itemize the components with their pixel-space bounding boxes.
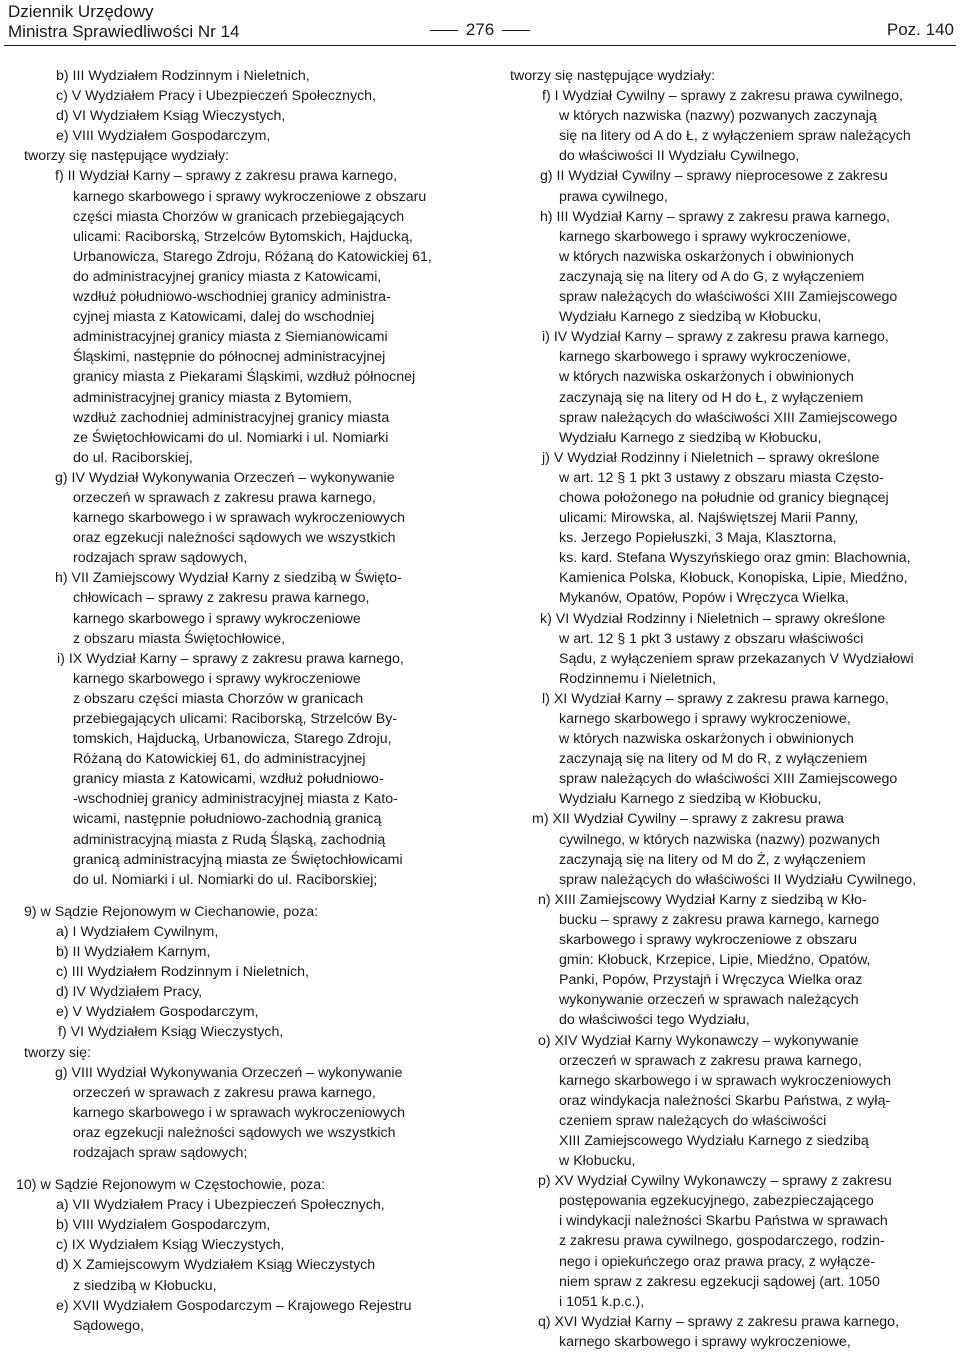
- text-line: q) XVI Wydział Karny – sprawy z zakresu prawa karnego,: [538, 1313, 900, 1330]
- page-header: [0, 0, 960, 44]
- text-line: chłowicach – sprawy z zakresu prawa karnego,: [73, 590, 370, 607]
- paragraph-gap: [0, 1163, 478, 1175]
- text-line: do administracyjnej granicy miasta z Katowicami,: [73, 268, 382, 285]
- page-number: 276: [465, 20, 495, 39]
- text-line: z obszaru miasta Świętochłowice,: [73, 630, 286, 647]
- page-number-block: [0, 20, 960, 40]
- text-line: Wydziału Karnego z siedzibą w Kłobucku,: [559, 309, 822, 326]
- text-line: karnego skarbowego i sprawy wykroczeniowe,: [559, 1333, 851, 1350]
- text-line: Kamienica Polska, Kłobuck, Konopiska, Lipie, Miedźno,: [559, 570, 908, 587]
- text-line: rodzajach spraw sądowych;: [73, 1144, 248, 1161]
- text-line: Sądu, z wyłączeniem spraw przekazanych V Wydziałowi: [559, 650, 914, 667]
- text-line: tworzy się następujące wydziały:: [510, 68, 716, 84]
- text-line: wykonywanie orzeczeń w sprawach należących: [559, 992, 859, 1009]
- text-line: c) IX Wydziałem Ksiąg Wieczystych,: [56, 1237, 285, 1254]
- text-line: wicami, następnie południowo-zachodnią granicą: [73, 811, 382, 828]
- text-line: Urbanowicza, Starego Zdroju, Różaną do Katowickiej 61,: [73, 248, 432, 265]
- text-line: karnego skarbowego i sprawy wykroczeniowe: [73, 610, 361, 627]
- text-line: przebiegających ulicami: Raciborską, Strzelców By-: [73, 711, 398, 727]
- text-line: bucku – sprawy z zakresu prawa karnego, karnego: [559, 911, 880, 928]
- text-line: skarbowego i sprawy wykroczeniowe z obszaru: [559, 932, 858, 949]
- text-line: orzeczeń w sprawach z zakresu prawa karnego,: [559, 1052, 862, 1069]
- text-line: zaczynają się na litery od M do R, z wyłączeniem: [559, 751, 868, 768]
- text-line: do ul. Nomiarki i ul. Nomiarki do ul. Raciborskiej;: [73, 871, 378, 888]
- text-line: f) II Wydział Karny – sprawy z zakresu prawa karnego,: [55, 168, 398, 185]
- text-line: h) III Wydział Karny – sprawy z zakresu prawa karnego,: [540, 208, 890, 225]
- text-line: ulicami: Mirowska, al. Najświętszej Marii Panny,: [559, 510, 859, 527]
- text-line: cywilnego, w których nazwiska (nazwy) pozwanych: [559, 831, 880, 848]
- text-line: ze Świętochłowicami do ul. Nomiarki i ul. Nomiarki: [73, 429, 389, 446]
- text-line: XIII Zamiejscowego Wydziału Karnego z siedzibą: [559, 1132, 869, 1149]
- text-line: d) IV Wydziałem Pracy,: [56, 984, 203, 1001]
- text-line: administracyjną miasta z Rudą Śląską, zachodnią: [73, 831, 386, 848]
- text-line: ks. Jerzego Popiełuszki, 3 Maja, Klasztorna,: [559, 530, 837, 547]
- text-line: i windykacji należności Skarbu Państwa w sprawach: [559, 1213, 888, 1230]
- text-line: Mykanów, Opatów, Popów i Wręczyca Wielka,: [559, 590, 849, 607]
- text-line: o) XIV Wydział Karny Wykonawczy – wykonywanie: [538, 1032, 859, 1049]
- right-column: [492, 66, 958, 1352]
- text-line: Wydziału Karnego z siedzibą w Kłobucku,: [559, 429, 822, 446]
- text-line: Rodzinnemu i Nieletnich,: [559, 670, 716, 687]
- text-line: zaczynają się na litery od H do Ł, z wyłączeniem: [559, 389, 864, 406]
- text-line: spraw należących do właściwości XIII Zamiejscowego: [559, 409, 898, 426]
- text-line: spraw należących do właściwości II Wydziału Cywilnego,: [559, 871, 917, 888]
- text-line: tworzy się:: [24, 1044, 92, 1061]
- header-rule: [4, 45, 956, 46]
- text-line: b) VIII Wydziałem Gospodarczym,: [56, 1217, 271, 1234]
- text-line: karnego skarbowego i sprawy wykroczeniowe: [73, 670, 361, 687]
- text-line: d) VI Wydziałem Ksiąg Wieczystych,: [56, 108, 286, 125]
- text-line: b) III Wydziałem Rodzinnym i Nieletnich,: [56, 68, 310, 84]
- text-line: l) XI Wydział Karny – sprawy z zakresu prawa karnego,: [542, 690, 889, 707]
- text-line: z obszaru części miasta Chorzów w granicach: [73, 690, 364, 707]
- text-line: karnego skarbowego i sprawy wykroczeniowe,: [559, 349, 851, 366]
- text-line: ks. kard. Stefana Wyszyńskiego oraz gmin: Blachownia,: [559, 550, 911, 567]
- text-line: h) VII Zamiejscowy Wydział Karny z siedzibą w Święto-: [55, 570, 402, 587]
- text-line: z zakresu prawa cywilnego, gospodarczego, rodzin-: [559, 1233, 885, 1250]
- text-line: 9) w Sądzie Rejonowym w Ciechanowie, poza:: [24, 903, 319, 920]
- text-line: karnego skarbowego i sprawy wykroczeniowe,: [559, 711, 851, 727]
- text-line: b) II Wydziałem Karnym,: [56, 944, 211, 961]
- text-line: 10) w Sądzie Rejonowym w Częstochowie, poza:: [16, 1177, 326, 1194]
- text-line: w których nazwiska oskarżonych i obwinionych: [559, 248, 854, 265]
- text-line: ulicami: Raciborską, Strzelców Bytomskich, Hajducką,: [73, 228, 413, 245]
- text-line: a) I Wydziałem Cywilnym,: [56, 923, 219, 940]
- text-line: a) VII Wydziałem Pracy i Ubezpieczeń Społecznych,: [56, 1197, 385, 1214]
- text-line: zaczynają się na litery od A do G, z wyłączeniem: [559, 268, 865, 285]
- text-line: -wschodniej granicy administracyjnej miasta z Kato-: [73, 791, 398, 808]
- text-line: e) V Wydziałem Gospodarczym,: [56, 1004, 259, 1021]
- text-line: administracyjnej granicy miasta z Bytomiem,: [73, 389, 353, 406]
- text-line: rodzajach spraw sądowych,: [73, 550, 248, 567]
- ministry-issue: Ministra Sprawiedliwości Nr 14: [8, 22, 240, 41]
- dash-left: [430, 30, 458, 31]
- left-column: [0, 66, 478, 1336]
- text-line: spraw należących do właściwości XIII Zamiejscowego: [559, 289, 898, 306]
- text-line: oraz windykacja należności Skarbu Państwa, z wyłą-: [559, 1092, 891, 1109]
- text-line: w których nazwiska oskarżonych i obwinionych: [559, 731, 854, 748]
- text-line: w których nazwiska (nazwy) pozwanych zaczynają: [559, 108, 877, 125]
- text-line: gmin: Kłobuck, Krzepice, Lipie, Miedźno, Opatów,: [559, 952, 871, 969]
- text-line: karnego skarbowego i w sprawach wykroczeniowych: [73, 510, 405, 527]
- position-number: Poz. 140: [886, 20, 954, 39]
- journal-name: Dziennik Urzędowy: [8, 2, 154, 21]
- text-line: postępowania egzekucyjnego, zabezpieczającego: [559, 1193, 874, 1210]
- text-line: c) V Wydziałem Pracy i Ubezpieczeń Społecznych,: [56, 88, 377, 105]
- text-line: granicy miasta z Piekarami Śląskimi, wzdłuż północnej: [73, 369, 416, 386]
- text-line: cyjnej miasta z Katowicami, dalej do wschodniej: [73, 309, 375, 326]
- text-line: m) XII Wydział Cywilny – sprawy z zakresu prawa: [532, 811, 845, 828]
- text-line: p) XV Wydział Cywilny Wykonawczy – sprawy z zakresu: [538, 1173, 892, 1190]
- text-line: tomskich, Hajducką, Urbanowicza, Starego Zdroju,: [73, 731, 392, 748]
- text-line: części miasta Chorzów w granicach przebiegających: [73, 208, 405, 225]
- text-line: do właściwości II Wydziału Cywilnego,: [559, 148, 800, 165]
- text-line: Śląskimi, następnie do północnej administracyjnej: [73, 349, 386, 366]
- text-line: i 1051 k.p.c.),: [559, 1293, 645, 1310]
- text-line: do ul. Raciborskiej,: [73, 449, 193, 466]
- text-line: czeniem spraw należących do właściwości: [559, 1112, 827, 1129]
- text-line: w których nazwiska oskarżonych i obwinionych: [559, 369, 854, 386]
- text-line: karnego skarbowego i sprawy wykroczeniowe z obszaru: [73, 188, 427, 205]
- text-line: g) IV Wydział Wykonywania Orzeczeń – wykonywanie: [55, 469, 395, 486]
- text-line: c) III Wydziałem Rodzinnym i Nieletnich,: [56, 964, 309, 981]
- paragraph-gap: [0, 890, 478, 902]
- text-line: tworzy się następujące wydziały:: [24, 148, 230, 165]
- text-line: spraw należących do właściwości XIII Zamiejscowego: [559, 771, 898, 788]
- text-line: się na litery od A do Ł, z wyłączeniem spraw należących: [559, 128, 911, 145]
- text-line: i) IV Wydział Karny – sprawy z zakresu prawa karnego,: [542, 329, 889, 346]
- text-line: d) X Zamiejscowym Wydziałem Ksiąg Wieczystych: [56, 1257, 376, 1274]
- text-line: karnego skarbowego i sprawy wykroczeniowe,: [559, 228, 851, 245]
- text-line: i) IX Wydział Karny – sprawy z zakresu prawa karnego,: [57, 650, 404, 667]
- text-line: e) VIII Wydziałem Gospodarczym,: [56, 128, 271, 145]
- text-line: z siedzibą w Kłobucku,: [73, 1277, 217, 1294]
- text-line: Panki, Popów, Przystajń i Wręczyca Wielka oraz: [559, 972, 863, 989]
- text-line: wzdłuż południowo-wschodniej granicy administra-: [73, 289, 391, 306]
- text-line: f) VI Wydziałem Ksiąg Wieczystych,: [58, 1024, 284, 1041]
- text-line: do właściwości tego Wydziału,: [559, 1012, 750, 1029]
- text-line: wzdłuż zachodniej administracyjnej granicy miasta: [73, 409, 390, 426]
- text-line: zaczynają się na litery od M do Ż, z wyłączeniem: [559, 851, 866, 868]
- text-line: orzeczeń w sprawach z zakresu prawa karnego,: [73, 489, 376, 506]
- text-line: nego i opiekuńczego oraz prawa pracy, z wyłącze-: [559, 1253, 875, 1270]
- text-line: e) XVII Wydziałem Gospodarczym – Krajowego Rejestru: [56, 1297, 412, 1314]
- text-line: Wydziału Karnego z siedzibą w Kłobucku,: [559, 791, 822, 808]
- text-line: g) II Wydział Cywilny – sprawy nieprocesowe z zakresu: [540, 168, 888, 185]
- dash-right: [502, 30, 530, 31]
- text-line: j) V Wydział Rodzinny i Nieletnich – sprawy określone: [542, 449, 880, 466]
- text-line: niem spraw z zakresu egzekucji sądowej (art. 1050: [559, 1273, 880, 1290]
- text-line: w art. 12 § 1 pkt 3 ustawy z obszaru właściwości: [559, 630, 864, 647]
- text-line: k) VI Wydział Rodzinny i Nieletnich – sprawy określone: [540, 610, 886, 627]
- text-line: f) I Wydział Cywilny – sprawy z zakresu prawa cywilnego,: [542, 88, 903, 105]
- text-line: chowa położonego na południe od granicy biegnącej: [559, 489, 889, 506]
- text-line: w art. 12 § 1 pkt 3 ustawy z obszaru miasta Często-: [559, 469, 884, 486]
- text-line: orzeczeń w sprawach z zakresu prawa karnego,: [73, 1084, 376, 1101]
- text-line: karnego skarbowego i w sprawach wykroczeniowych: [559, 1072, 891, 1089]
- text-line: oraz egzekucji należności sądowych we wszystkich: [73, 1124, 396, 1141]
- text-line: granicą administracyjną miasta ze Świętochłowicami: [73, 851, 403, 868]
- text-line: granicy miasta z Katowicami, wzdłuż południowo-: [73, 771, 384, 788]
- text-line: g) VIII Wydział Wykonywania Orzeczeń – wykonywanie: [55, 1064, 403, 1081]
- text-line: Różaną do Katowickiej 61, do administracyjnej: [73, 751, 366, 768]
- text-line: administracyjnej granicy miasta z Siemianowicami: [73, 329, 388, 346]
- text-line: prawa cywilnego,: [559, 188, 668, 205]
- text-line: karnego skarbowego i w sprawach wykroczeniowych: [73, 1104, 405, 1121]
- text-line: Sądowego,: [73, 1317, 144, 1334]
- text-line: n) XIII Zamiejscowy Wydział Karny z siedzibą w Kło-: [538, 891, 867, 908]
- text-line: w Kłobucku,: [559, 1153, 636, 1170]
- text-line: oraz egzekucji należności sądowych we wszystkich: [73, 530, 396, 547]
